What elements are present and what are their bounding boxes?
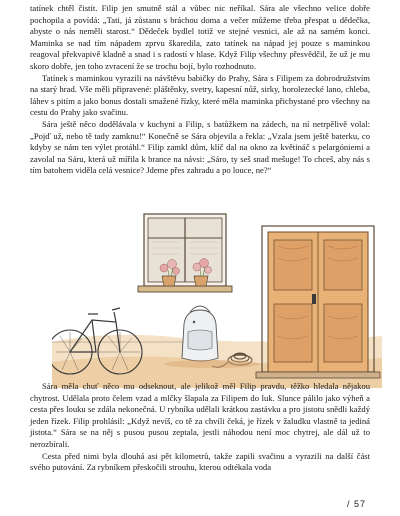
- text-block-top: [30, 3, 370, 177]
- paragraph: Cesta před nimi byla dlouhá asi pět kilometrů, takže zapili svačinu a vyrazili na další část svého putování. Za rybníkem přeskočili strouhu, kterou odtékala voda: [30, 450, 370, 473]
- backpack: [182, 306, 218, 361]
- window: [138, 214, 232, 292]
- page-number: / 57: [346, 499, 366, 509]
- house-illustration: [52, 212, 382, 388]
- paragraph: Tatínek s maminkou vyrazili na návštěvu babičky do Prahy, Sára s Filipem za dobrodružstvím na starý hrad. Vše měli připravené: pláštěnky, svetry, kapesní nůž, sirky, horolezecké lano, chleba, láhev s pitím a jako bonus dostali smažené řízky, které měla maminka přichystané pro všechny na cestu do Prahy jako svačinu.: [30, 72, 370, 118]
- paragraph: Sára měla chuť něco mu odseknout, ale jelikož měl Filip pravdu, těžko hledala nějakou chytrost. Udělala proto čelem vzad a mlčky šlapala za Filipem do luk. Slunce pálilo jako výheň a cesta přes louku se zdála nekonečná. U rybníka udělali krátkou zastávku a pro jistotu snědli každý jeden řízek. Filip prohlásil: „Když nevíš, co tě za chvíli čeká, je řízek v žaludku vlastně ta jediná jistota.“ Sára se na něj s pusou pusou zeptala, jestli náhodou není moc chytrej, ale dál už to nerozbírali.: [30, 381, 370, 449]
- paragraph: Sára ještě něco dodělávala v kuchyni a Filip, s batůžkem na zádech, na ní netrpělivě volal: „Pojď už, nebo tě tady zamknu!“ Konečně se Sára objevila a řekla: „Vzala jsem ještě baterku, co kdyby se nám ten výlet protáhl.“ Filip zamkl dům, klíč dal na okno za květináč s pelargóniemi a zavolal na Sáru, která už mířila k brance na návsi: „Sáro, ty seš snad mešuge! To chceš, aby nás s tím batohem viděla celá vesnice? Jdeme přes zahradu a po louce, ne?“: [30, 118, 370, 176]
- door-handle: [312, 294, 316, 304]
- items-shadow: [164, 360, 260, 368]
- text-block-bottom: [30, 381, 370, 474]
- paragraph: tatínek chtěl čistit. Filip jen smutně stál a vůbec nic neříkal. Sára ale všechno velice dobře pochopila a povídá: „Tati, já zůstanu s bráchou doma a večer můžeme třeba přespat u dědečka, abyste o nás neměli starost.“ Dědeček bydlel totiž ve stejné vesnici, ale až na samém konci. Maminka se nad tím nápadem zprvu škaredila, zato tatínek na nápad jej pouze s maminkou reagoval překvapivě kladně a snad i s radostí v hlase. Když Filip všechny přesvědčil, že už je mu skoro dobře, jen toho zvracení že se trochu bojí, bylo rozhodnuto.: [30, 3, 370, 71]
- door: [256, 226, 380, 378]
